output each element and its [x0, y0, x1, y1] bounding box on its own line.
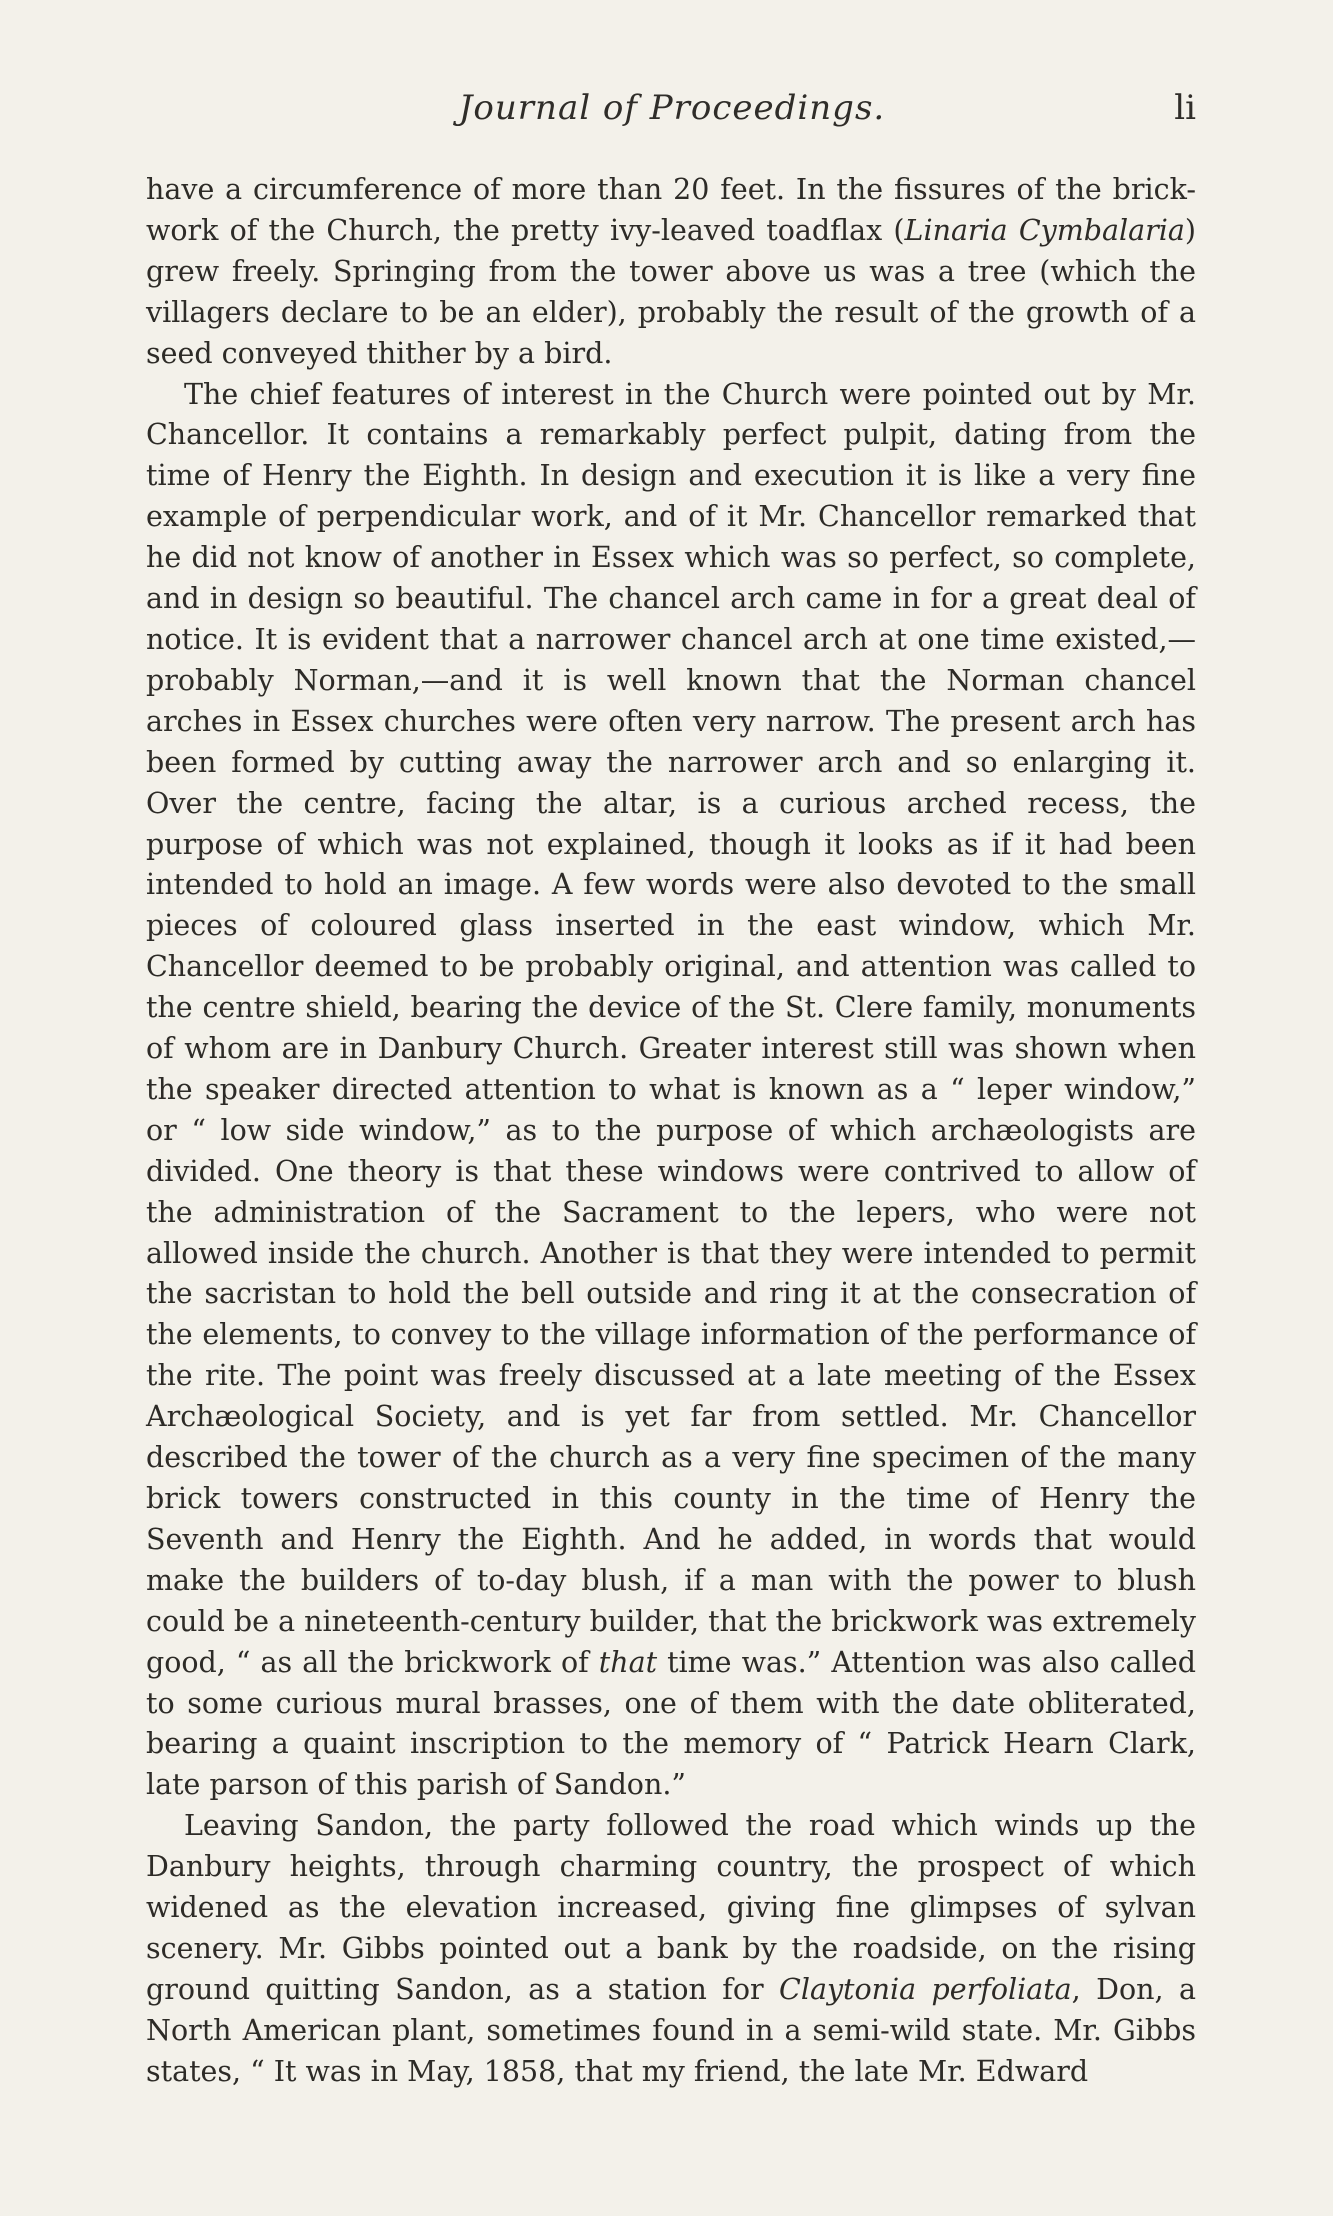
- body-text: [146, 170, 1196, 2093]
- italic-segment: Linaria Cymbalaria: [904, 213, 1185, 247]
- paragraph: [146, 170, 1196, 375]
- running-title: Journal of Proceedings.: [458, 88, 886, 128]
- paragraph: [146, 1806, 1196, 2092]
- paragraph: [146, 375, 1196, 1807]
- text-segment: The chief features of interest in the Church were pointed out by Mr. Chancellor. It contains a remarkably perfect pulpit, dating from the time of Henry the Eighth. In design and execution it is like a very fine example of perpendicular work, and of it Mr. Chancellor remarked that he did not know of another in Essex which was so perfect, so complete, and in design so beautiful. The chancel arch came in for a great deal of notice. It is evident that a narrower chancel arch at one time existed,—probably Norman,—and it is well known that the Norman chancel arches in Essex churches were often very narrow. The present arch has been formed by cutting away the narrower arch and so enlarging it. Over the centre, facing the altar, is a curious arched recess, the purpose of which was not explained, though it looks as if it had been intended to hold an image. A few words were also devoted to the small pieces of coloured glass inserted in the east window, which Mr. Chancellor deemed to be probably original, and attention was called to the centre shield, bearing the device of the St. Clere family, monuments of whom are in Danbury Church. Greater interest still was shown when the speaker directed attention to what is known as a “ leper window,” or “ low side window,” as to the purpose of which archæologists are divided. One theory is that these windows were contrived to allow of the administration of the Sacrament to the lepers, who were not allowed inside the church. Another is that they were intended to permit the sacristan to hold the bell outside and ring it at the consecration of the elements, to convey to the village information of the performance of the rite. The point was freely discussed at a late meeting of the Essex Archæological Society, and is yet far from settled. Mr. Chancellor described the tower of the church as a very fine specimen of the many brick towers constructed in this county in the time of Henry the Seventh and Henry the Eighth. And he added, in words that would make the builders of to-day blush, if a man with the power to blush could be a nineteenth-century builder, that the brickwork was extremely good, “ as all the brickwork of: [146, 377, 1196, 1679]
- text-segment: time was.” Attention was also called to some curious mural brasses, one of them with the date obliterated, bearing a quaint inscription to the memory of “ Patrick Hearn Clark, late parson of this parish of Sandon.”: [146, 1645, 1196, 1802]
- text-segment: , Don, a North American plant, sometimes found in a semi-wild state. Mr. Gibbs states, “ It was in May, 1858, that my friend, the late Mr. Edward: [146, 1972, 1196, 2088]
- italic-segment: that: [598, 1645, 658, 1679]
- italic-segment: Claytonia perfoliata: [779, 1972, 1072, 2006]
- running-head: [148, 88, 1196, 138]
- page-number: li: [1174, 88, 1196, 128]
- text-segment: have a circumference of more than 20 feet. In the fissures of the brick-work of the Church, the pretty ivy-leaved toadflax (: [146, 173, 1196, 247]
- text-segment: Leaving Sandon, the party followed the road which winds up the Danbury heights, through charming country, the prospect of which widened as the elevation increased, giving fine glimpses of sylvan scenery. Mr. Gibbs pointed out a bank by the roadside, on the rising ground quitting Sandon, as a station for: [146, 1809, 1196, 2006]
- text-segment: ) grew freely. Springing from the tower above us was a tree (which the villagers declare to be an elder), probably the result of the growth of a seed conveyed thither by a bird.: [146, 213, 1196, 370]
